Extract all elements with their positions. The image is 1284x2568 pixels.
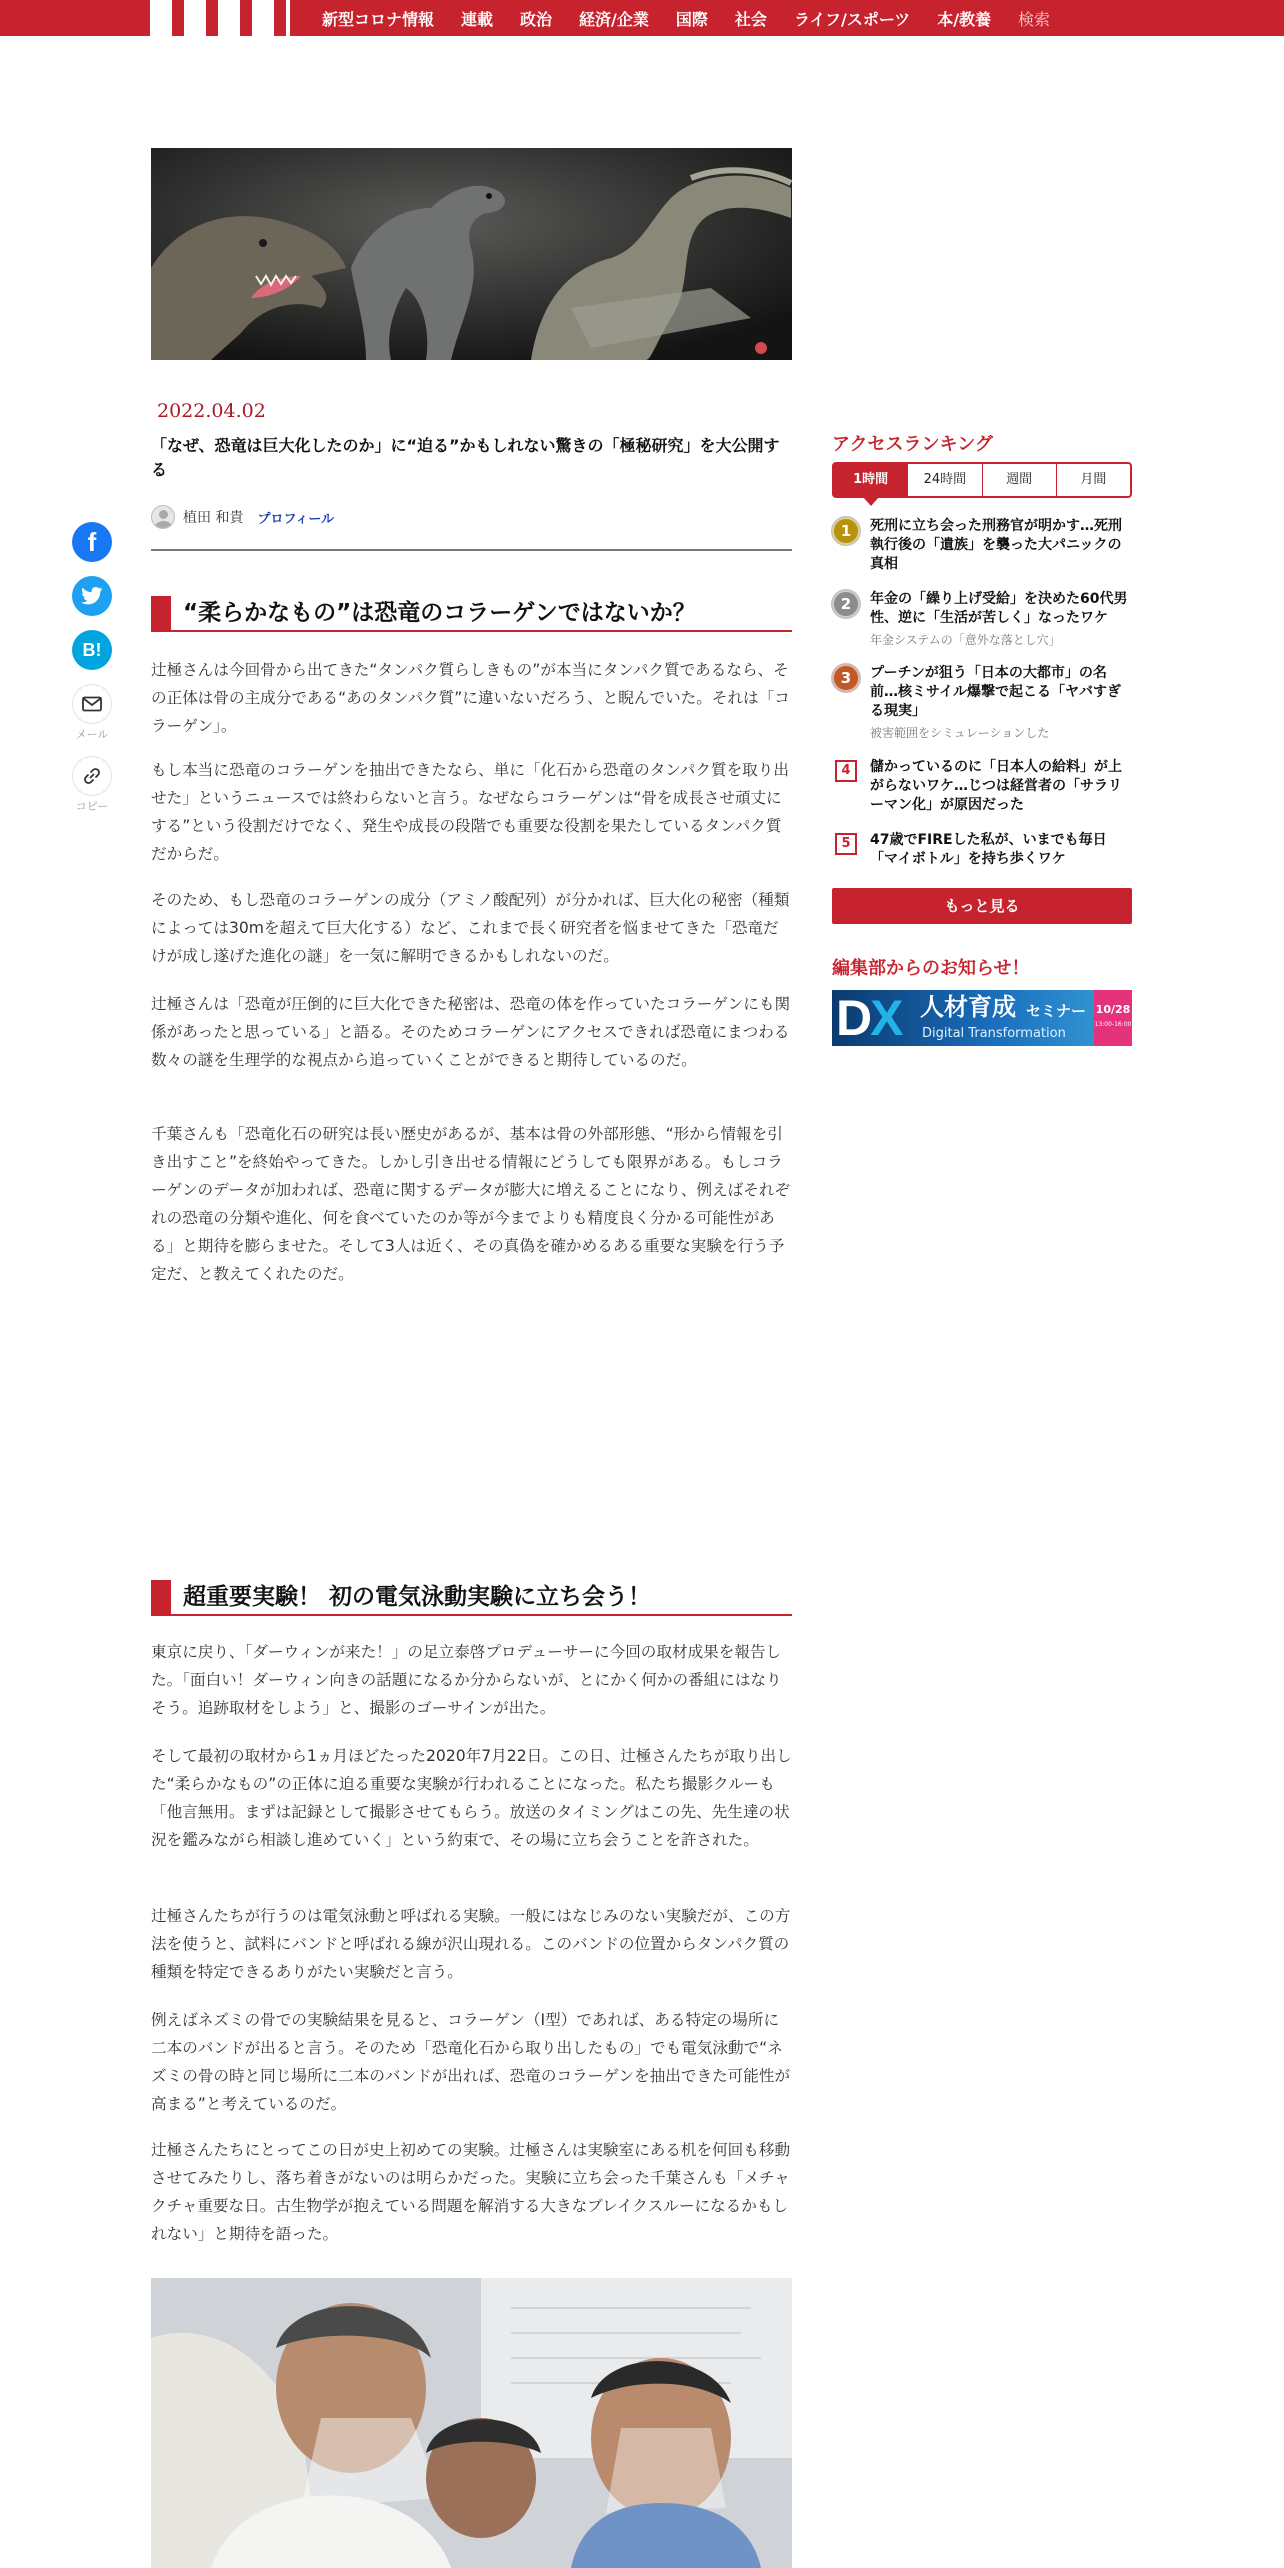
tab-monthly[interactable]: 月間 [1056,464,1130,496]
paragraph: 辻極さんたちにとってこの日が史上初めての実験。辻極さんは実験室にある机を何回も移動させてみたりし、落ち着きがないのは明らかだった。実験に立ち会った千葉さんも「メチャクチャ重要な日。古生物学が抱えている問題を解消する大きなブレイクスルーになるかもしれない」と期待を語った。 [151,2141,791,2243]
tab-1hour[interactable]: 1時間 [834,464,907,496]
paragraph: 辻極さんは「恐竜が圧倒的に巨大化できた秘密は、恐竜の体を作っていたコラーゲンにも関係があったと思っている」と語る。そのためコラーゲンにアクセスできれば恐竜にまつわる数々の謎を生理学的な視点から追っていくことができると期待しているのだ。 [151,995,791,1069]
ranking-item-title[interactable]: 年金の「繰り上げ受給」を決めた60代男性、逆に「生活が苦しく」なったワケ [870,591,1128,626]
banner-seminar-label: セミナー [1026,1002,1087,1020]
ranking-item[interactable] [832,831,1132,871]
mail-icon [82,696,102,712]
paragraph: 千葉さんも「恐竜化石の研究は長い歴史があるが、基本は骨の外部形態、“形から情報を引き出すこと”を終始やってきた。しかし引き出せる情報にどうしても限界がある。もしコラーゲンのデータが加われば、恐竜に関するデータが膨大に増えることになり、例えばそれぞれの恐竜の分類や進化、何を食べていたのか等が今までよりも精度良く分かる可能性がある」と期待を膨らませた。そして3人は近く、その真偽を確かめるある重要な実験を行う予定だ、と教えてくれたのだ。 [151,1125,791,1283]
hatena-bookmark-icon: B! [82,639,102,660]
rank-number: 4 [835,760,857,782]
twitter-share-button[interactable] [72,576,112,616]
paragraph: 辻極さんたちが行うのは電気泳動と呼ばれる実験。一般にはなじみのない実験だが、この方法を使うと、試料にバンドと呼ばれる線が沢山現れる。このバンドの位置からタンパク質の種類を特定できるありがたい実験だと言う。 [151,1907,791,1981]
banner-date-badge [1094,990,1132,1046]
article-date: 2022.04.02 [157,400,266,422]
lab-photo-illustration [151,2278,792,2568]
nav-item-covid[interactable]: 新型コロナ情報 [322,9,435,29]
paragraph: 例えばネズミの骨での実験結果を見ると、コラーゲン（I型）であれば、ある特定の場所に二本のバンドが出ると言う。そのため「恐竜化石から取り出したもの」でも電気泳動で“ネズミの骨の時と同じ場所に二本のバンドが出れば、恐竜のコラーゲンを抽出できた可能性が高まる”と考えているのだ。 [151,2011,791,2113]
nav-item-series[interactable]: 連載 [461,9,494,29]
ranking-heading: アクセスランキング [832,434,993,455]
nav-item-society[interactable]: 社会 [734,9,767,29]
nav-item-economy[interactable]: 経済/企業 [579,9,649,29]
tab-weekly[interactable]: 週間 [982,464,1056,496]
rank-number: 1 [832,517,860,545]
author-line [151,504,334,530]
section-heading: 超重要実験！ 初の電気泳動実験に立ち会う！ [151,1580,792,1616]
notice-heading: 編集部からのお知らせ！ [832,958,1030,979]
ranking-item-title[interactable]: 死刑に立ち会った刑務官が明かす…死刑執行後の「遺族」を襲った大パニックの真相 [870,518,1122,572]
ranking-item-title[interactable]: 47歳でFIREした私が、いまでも毎日「マイボトル」を持ち歩くワケ [870,832,1107,867]
rank-number: 2 [832,590,860,618]
share-column [70,522,114,828]
rank-number: 5 [835,833,857,855]
author-name[interactable]: 植田 和貴 [183,510,244,526]
ranking-item-title[interactable]: プーチンが狙う「日本の大都市」の名前…核ミサイル爆撃で起こる「ヤバすぎる現実」 [870,665,1122,719]
paragraph: そのため、もし恐竜のコラーゲンの成分（アミノ酸配列）が分かれば、巨大化の秘密（種類によっては30mを超えて巨大化する）など、これまで長く研究者を悩ませてきた「恐竜だけが成し遂げた進化の謎」を一気に解明できるかもしれないのだ。 [151,891,790,965]
paragraph: そして最初の取材から1ヵ月ほどたった2020年7月22日。この日、辻極さんたちが取り出した“柔らかなもの”の正体に迫る重要な実験が行われることになった。私たち撮影クルーも「他言無用。まずは記録として撮影させてもらう。放送のタイミングはこの先、先生達の状況を鑑みながら相談し進めていく」という約束で、その場に立ち会うことを許された。 [151,1747,792,1849]
mail-share-label: メール [75,728,109,741]
nav-search-link[interactable]: 検索 [1018,9,1051,29]
lab-experiment-photo [151,2278,792,2568]
header-divider [151,549,792,551]
more-ranking-button[interactable]: もっと見る [832,888,1132,924]
ranking-item[interactable] [832,517,1132,575]
mail-share-button[interactable] [72,684,112,724]
banner-subtitle: Digital Transformation [922,1026,1066,1041]
dx-seminar-banner[interactable] [832,990,1132,1046]
facebook-share-button[interactable] [72,522,112,562]
facebook-icon: f [87,526,97,557]
site-logo[interactable] [150,0,290,36]
ranking-item[interactable] [832,664,1132,742]
author-profile-link[interactable]: プロフィール [257,511,335,527]
copy-link-label: コピー [75,800,109,813]
paragraph: 東京に戻り、「ダーウィンが来た！」の足立泰啓プロデューサーに今回の取材成果を報告した。「面白い！ダーウィン向きの話題になるか分からないが、とにかく何かの番組にはなりそう。追跡取材をしよう」と、撮影のゴーサインが出た。 [151,1643,782,1717]
nav-item-books[interactable]: 本/教養 [937,9,992,29]
paragraph: 辻極さんは今回骨から出てきた“タンパク質らしきもの”が本当にタンパク質であるなら、その正体は骨の主成分である“あのタンパク質”に違いないだろう、と睨んでいた。それは「コラーゲン」。 [151,661,790,735]
ranking-item[interactable] [832,758,1132,816]
rank-number: 3 [832,664,860,692]
twitter-icon [81,587,103,605]
nav-item-international[interactable]: 国際 [675,9,708,29]
nav-item-politics[interactable]: 政治 [520,9,553,29]
ranking-tabs [832,462,1132,498]
ranking-item[interactable] [832,590,1132,650]
link-icon [82,766,102,786]
banner-title: 人材育成 [920,993,1016,1021]
banner-date: 10/28 [1095,1003,1131,1016]
nav-item-life-sports[interactable]: ライフ/スポーツ [793,9,911,29]
paragraph: もし本当に恐竜のコラーゲンを抽出できたなら、単に「化石から恐竜のタンパク質を取り出せた」というニュースでは終わらないと言う。なぜならコラーゲンは“骨を成長させ頑丈にする”という役割だけでなく、発生や成長の段階でも重要な役割を果たしているタンパク質だからだ。 [151,761,789,863]
author-avatar [151,505,175,529]
banner-time: 13:00-16:00 [1094,1021,1132,1028]
ranking-item-subtitle: 被害範囲をシミュレーションした [870,726,1050,740]
copy-link-button[interactable] [72,756,112,796]
nav-links [322,0,1077,36]
section-heading: “柔らかなもの”は恐竜のコラーゲンではないか？ [151,596,792,632]
hatena-bookmark-button[interactable] [72,630,112,670]
ranking-item-title[interactable]: 儲かっているのに「日本人の給料」が上がらないワケ…じつは経営者の「サラリーマン化」が原因だった [870,759,1122,813]
top-nav-bar [0,0,1284,36]
ranking-item-subtitle: 年金システムの「意外な落とし穴」 [870,633,1061,647]
article-title: 「なぜ、恐竜は巨大化したのか」に“迫る”かもしれない驚きの「極秘研究」を大公開する [151,436,780,479]
dx-logo: DX [836,990,902,1046]
dinosaur-illustration [151,148,792,360]
hero-image-dinosaurs [151,148,792,360]
tab-24hours[interactable]: 24時間 [907,464,981,496]
